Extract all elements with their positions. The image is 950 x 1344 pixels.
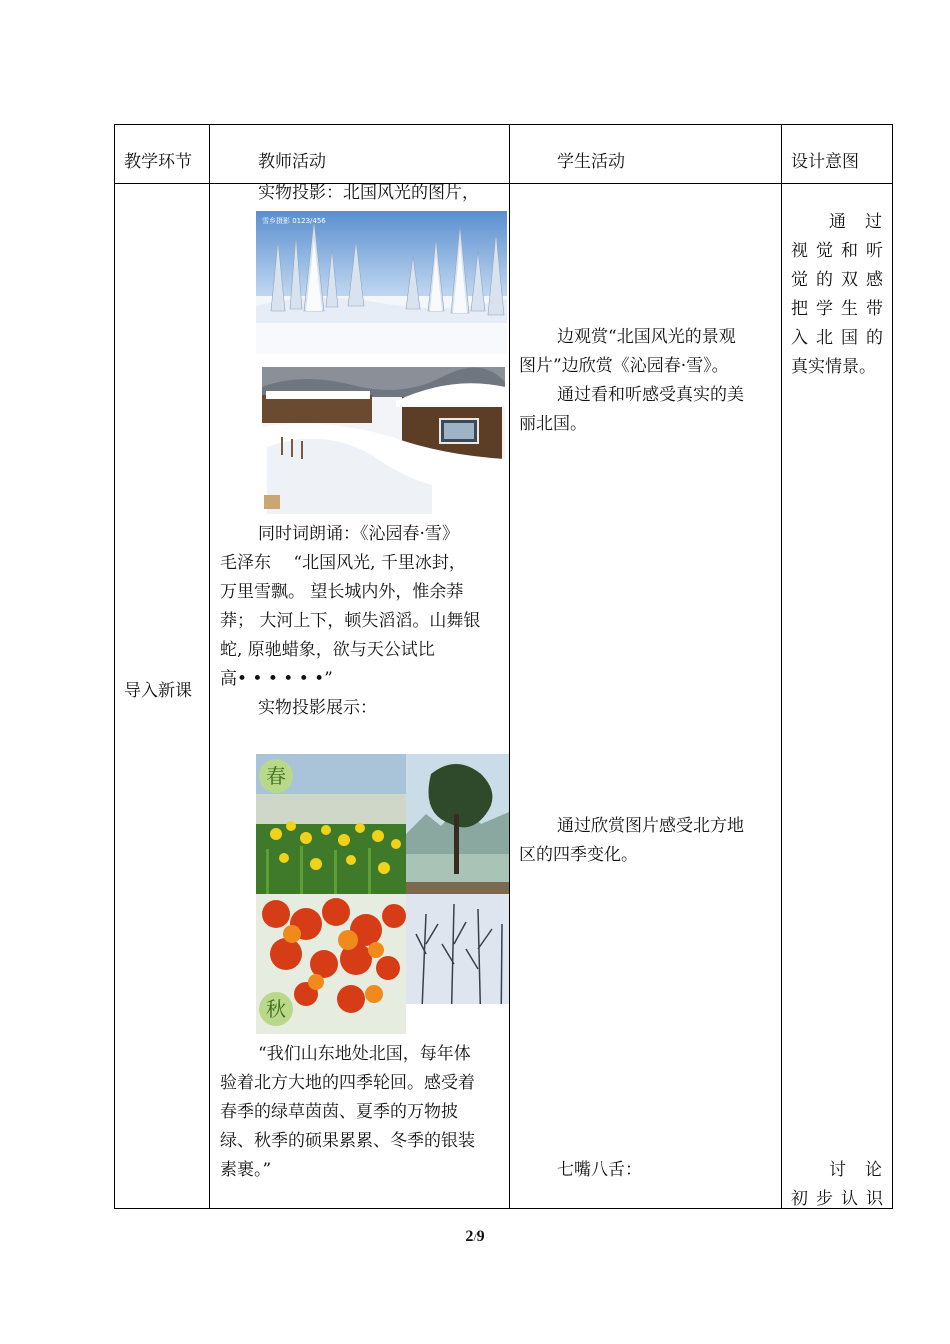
- student-p3-line-1: 通过欣赏图片感受北方地: [557, 816, 744, 836]
- intent1-line-5: 入北国的: [791, 328, 883, 348]
- page-number: [0, 1228, 950, 1246]
- four-seasons-image: [256, 754, 509, 1034]
- intent1-line-2: 视觉和听: [791, 241, 883, 261]
- header-teacher-activity: 教师活动: [258, 152, 326, 172]
- autumn-label: 秋: [266, 997, 286, 1021]
- header-teaching-step: 教学环节: [124, 152, 192, 172]
- table-border-right: [892, 124, 893, 1209]
- page-total: 9: [476, 1228, 485, 1245]
- teacher-line-display: 实物投影展示：: [258, 698, 377, 718]
- teacher-poem-line-3: 万里雪飘。 望长城内外，惟余莽: [220, 582, 464, 602]
- table-border-bottom: [114, 1208, 893, 1209]
- image-watermark: 雪乡摄影 0123/456: [262, 217, 326, 225]
- teacher-quote-line-1: “我们山东地处北国，每年体: [258, 1044, 471, 1064]
- header-divider: [114, 183, 893, 184]
- column-divider-3: [781, 124, 782, 1209]
- intent1-line-3: 觉的双感: [791, 270, 883, 290]
- student-p2-line-1: 通过看和听感受真实的美: [557, 385, 744, 405]
- teacher-poem-line-2: 毛泽东 “北国风光, 千里冰封，: [220, 553, 466, 573]
- spring-label: 春: [266, 764, 286, 788]
- teacher-poem-line-1: 同时词朗诵：《沁园春·雪》: [258, 524, 459, 544]
- section-label: 导入新课: [124, 681, 192, 701]
- intent2-line-1: 讨 论: [829, 1160, 882, 1180]
- intent1-line-4: 把学生带: [791, 299, 883, 319]
- teacher-line-projection: 实物投影：北国风光的图片，: [258, 183, 479, 203]
- table-border-top: [114, 124, 893, 125]
- column-divider-2: [509, 124, 510, 1209]
- page-separator: /: [473, 1230, 477, 1244]
- table-border-left: [114, 124, 115, 1209]
- student-p3-line-2: 区的四季变化。: [519, 845, 638, 865]
- student-p1-line-2: 图片”边欣赏《沁园春·雪》。: [519, 356, 729, 376]
- snow-village-image: [262, 367, 505, 514]
- student-p2-line-2: 丽北国。: [519, 414, 587, 434]
- intent1-line-1: 通 过: [829, 212, 882, 232]
- student-p1-line-1: 边观赏“北国风光的景观: [557, 327, 736, 347]
- column-divider-1: [209, 124, 210, 1209]
- teacher-quote-line-5: 素裹。”: [220, 1160, 272, 1180]
- header-student-activity: 学生活动: [557, 152, 625, 172]
- intent2-line-2: 初步认识: [791, 1189, 883, 1209]
- header-design-intent: 设计意图: [791, 152, 859, 172]
- student-p4: 七嘴八舌：: [557, 1160, 642, 1180]
- teacher-poem-line-4: 莽； 大河上下，顿失滔滔。山舞银: [220, 611, 481, 631]
- intent1-line-6: 真实情景。: [791, 357, 876, 377]
- snow-forest-image: [256, 211, 507, 354]
- teacher-quote-line-2: 验着北方大地的四季轮回。感受着: [220, 1073, 475, 1093]
- teacher-quote-line-4: 绿、秋季的硕果累累、冬季的银装: [220, 1131, 475, 1151]
- teacher-quote-line-3: 春季的绿草茵茵、夏季的万物披: [220, 1102, 458, 1122]
- page-current: 2: [465, 1228, 474, 1245]
- teacher-poem-line-6: 高• • • • • •”: [220, 669, 333, 689]
- teacher-poem-line-5: 蛇, 原驰蜡象，欲与天公试比: [220, 640, 435, 660]
